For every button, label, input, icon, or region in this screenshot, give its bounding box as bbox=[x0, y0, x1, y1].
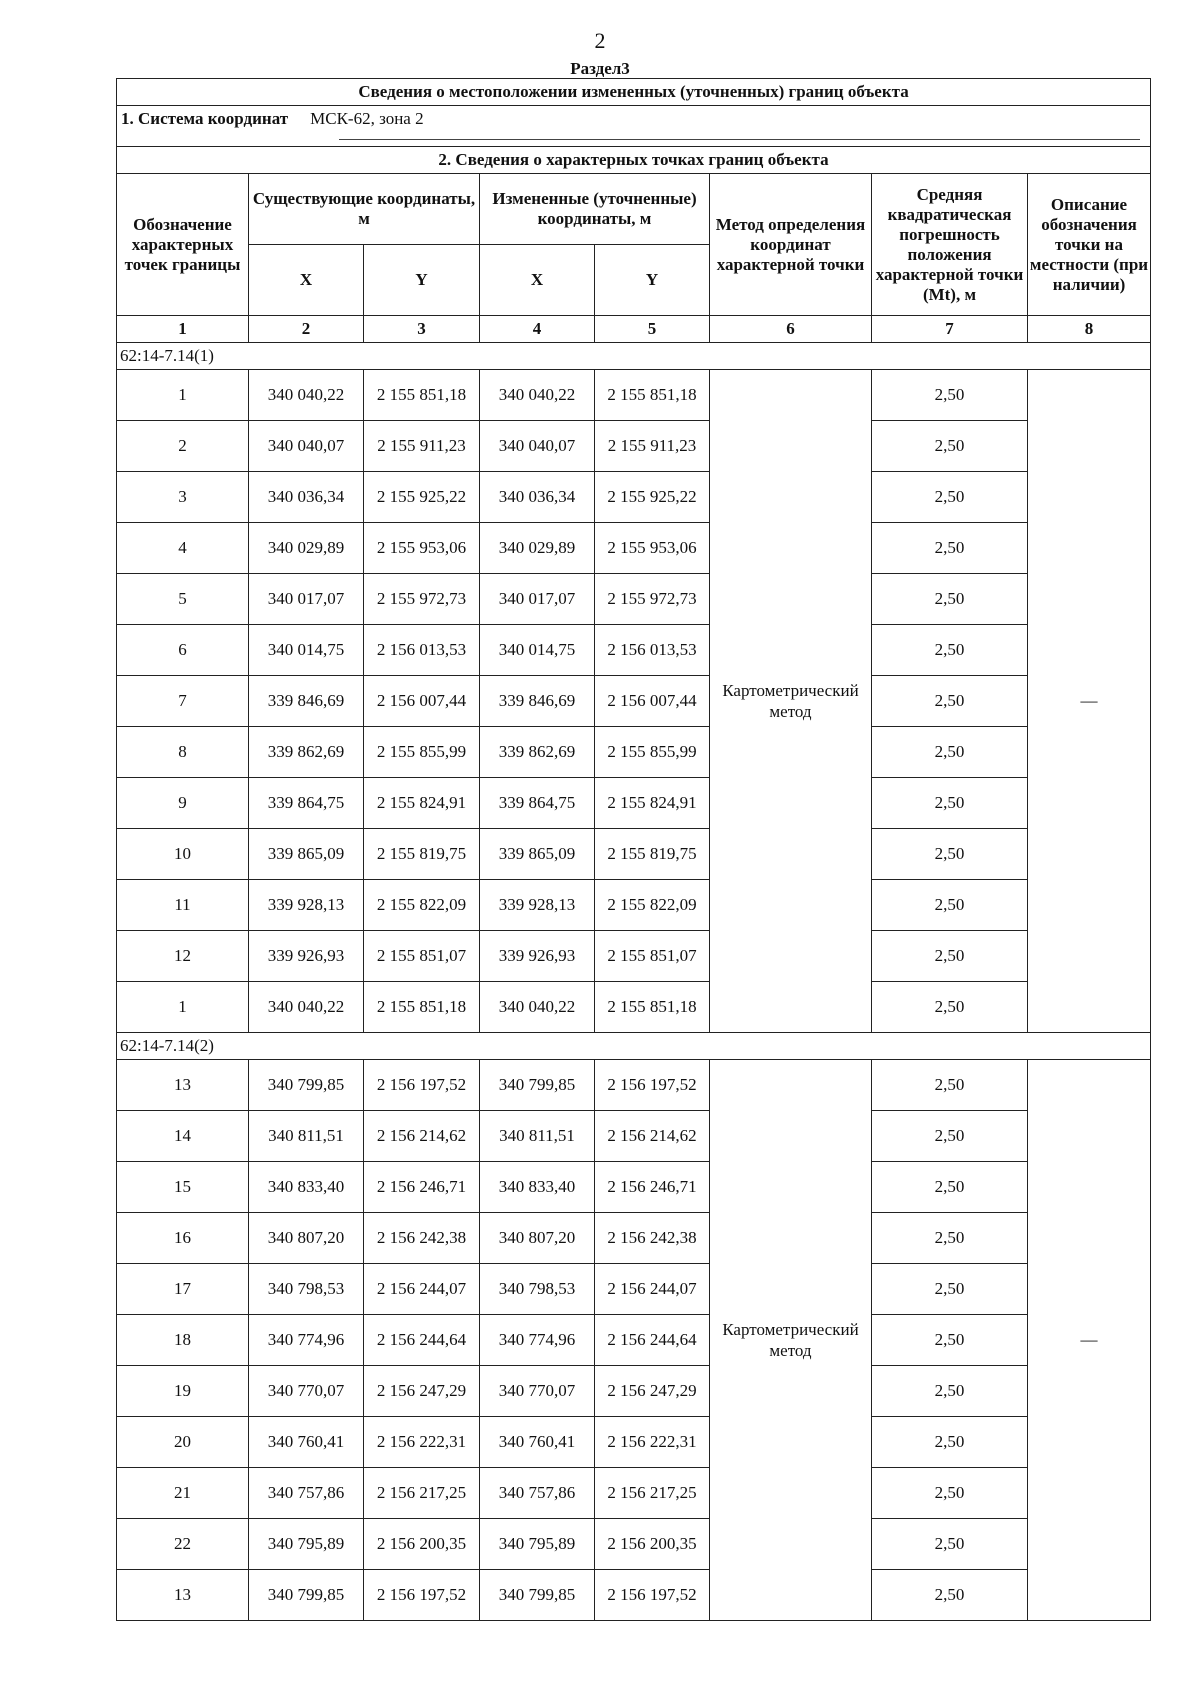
point-number-cell: 16 bbox=[117, 1213, 249, 1264]
point-number-cell: 2 bbox=[117, 421, 249, 472]
changed-x-cell: 339 926,93 bbox=[480, 931, 595, 982]
error-cell: 2,50 bbox=[872, 625, 1028, 676]
existing-y-cell: 2 156 197,52 bbox=[364, 1060, 480, 1111]
point-number-cell: 12 bbox=[117, 931, 249, 982]
point-number-cell: 14 bbox=[117, 1111, 249, 1162]
existing-y-cell: 2 156 242,38 bbox=[364, 1213, 480, 1264]
table-row bbox=[117, 727, 1151, 778]
point-number-cell: 3 bbox=[117, 472, 249, 523]
existing-y-cell: 2 155 925,22 bbox=[364, 472, 480, 523]
subsection-title: 2. Сведения о характерных точках границ объекта bbox=[117, 147, 1151, 174]
coord-system-row bbox=[117, 106, 1151, 147]
changed-x-cell: 340 833,40 bbox=[480, 1162, 595, 1213]
error-cell: 2,50 bbox=[872, 574, 1028, 625]
changed-x-cell: 340 040,22 bbox=[480, 982, 595, 1033]
existing-x-cell: 339 862,69 bbox=[249, 727, 364, 778]
column-number: 3 bbox=[364, 316, 480, 343]
table-row bbox=[117, 829, 1151, 880]
changed-x-cell: 339 928,13 bbox=[480, 880, 595, 931]
error-cell: 2,50 bbox=[872, 1213, 1028, 1264]
point-number-cell: 11 bbox=[117, 880, 249, 931]
changed-x-cell: 340 807,20 bbox=[480, 1213, 595, 1264]
existing-x-cell: 339 864,75 bbox=[249, 778, 364, 829]
changed-y-cell: 2 155 925,22 bbox=[595, 472, 710, 523]
table-row bbox=[117, 778, 1151, 829]
column-number: 8 bbox=[1028, 316, 1151, 343]
point-number-cell: 9 bbox=[117, 778, 249, 829]
changed-y-cell: 2 155 822,09 bbox=[595, 880, 710, 931]
error-cell: 2,50 bbox=[872, 1417, 1028, 1468]
error-cell: 2,50 bbox=[872, 1162, 1028, 1213]
changed-x-cell: 340 757,86 bbox=[480, 1468, 595, 1519]
changed-y-cell: 2 155 851,18 bbox=[595, 982, 710, 1033]
table-row bbox=[117, 1213, 1151, 1264]
changed-x-cell: 340 811,51 bbox=[480, 1111, 595, 1162]
description-cell: — bbox=[1028, 370, 1151, 1033]
column-number: 6 bbox=[710, 316, 872, 343]
point-number-cell: 22 bbox=[117, 1519, 249, 1570]
changed-y-cell: 2 155 855,99 bbox=[595, 727, 710, 778]
error-cell: 2,50 bbox=[872, 1315, 1028, 1366]
table-row bbox=[117, 1366, 1151, 1417]
point-number-cell: 15 bbox=[117, 1162, 249, 1213]
table-row bbox=[117, 1468, 1151, 1519]
existing-x-cell: 339 846,69 bbox=[249, 676, 364, 727]
changed-y-cell: 2 156 197,52 bbox=[595, 1570, 710, 1621]
error-cell: 2,50 bbox=[872, 1570, 1028, 1621]
existing-x-cell: 340 757,86 bbox=[249, 1468, 364, 1519]
existing-x-cell: 340 014,75 bbox=[249, 625, 364, 676]
table-title: Сведения о местоположении измененных (уточненных) границ объекта bbox=[117, 79, 1151, 106]
existing-x-cell: 340 036,34 bbox=[249, 472, 364, 523]
point-number-cell: 19 bbox=[117, 1366, 249, 1417]
header-changed: Измененные (уточненные) координаты, м bbox=[480, 174, 710, 245]
point-number-cell: 7 bbox=[117, 676, 249, 727]
existing-y-cell: 2 155 819,75 bbox=[364, 829, 480, 880]
existing-y-cell: 2 155 972,73 bbox=[364, 574, 480, 625]
changed-x-cell: 340 760,41 bbox=[480, 1417, 595, 1468]
table-row bbox=[117, 1315, 1151, 1366]
column-number: 7 bbox=[872, 316, 1028, 343]
changed-x-cell: 339 862,69 bbox=[480, 727, 595, 778]
existing-x-cell: 340 760,41 bbox=[249, 1417, 364, 1468]
table-row bbox=[117, 1519, 1151, 1570]
error-cell: 2,50 bbox=[872, 1519, 1028, 1570]
point-number-cell: 1 bbox=[117, 982, 249, 1033]
error-cell: 2,50 bbox=[872, 829, 1028, 880]
changed-y-cell: 2 156 244,07 bbox=[595, 1264, 710, 1315]
table-row bbox=[117, 1162, 1151, 1213]
changed-x-cell: 340 774,96 bbox=[480, 1315, 595, 1366]
existing-x-cell: 340 799,85 bbox=[249, 1570, 364, 1621]
changed-x-cell: 340 029,89 bbox=[480, 523, 595, 574]
table-row bbox=[117, 625, 1151, 676]
header-existing-y: Y bbox=[364, 245, 480, 316]
changed-x-cell: 340 040,22 bbox=[480, 370, 595, 421]
changed-x-cell: 340 014,75 bbox=[480, 625, 595, 676]
existing-y-cell: 2 156 214,62 bbox=[364, 1111, 480, 1162]
section-title: Раздел3 bbox=[570, 59, 630, 78]
point-number-cell: 6 bbox=[117, 625, 249, 676]
existing-x-cell: 340 795,89 bbox=[249, 1519, 364, 1570]
changed-y-cell: 2 155 953,06 bbox=[595, 523, 710, 574]
header-existing: Существующие координаты, м bbox=[249, 174, 480, 245]
existing-y-cell: 2 156 244,07 bbox=[364, 1264, 480, 1315]
changed-x-cell: 339 865,09 bbox=[480, 829, 595, 880]
existing-x-cell: 339 928,13 bbox=[249, 880, 364, 931]
header-changed-x: X bbox=[480, 245, 595, 316]
table-row bbox=[117, 931, 1151, 982]
changed-y-cell: 2 155 824,91 bbox=[595, 778, 710, 829]
existing-y-cell: 2 156 246,71 bbox=[364, 1162, 480, 1213]
changed-y-cell: 2 155 911,23 bbox=[595, 421, 710, 472]
changed-x-cell: 340 795,89 bbox=[480, 1519, 595, 1570]
error-cell: 2,50 bbox=[872, 472, 1028, 523]
error-cell: 2,50 bbox=[872, 421, 1028, 472]
changed-y-cell: 2 156 242,38 bbox=[595, 1213, 710, 1264]
error-cell: 2,50 bbox=[872, 676, 1028, 727]
header-point: Обозначение характерных точек границы bbox=[117, 174, 249, 316]
error-cell: 2,50 bbox=[872, 931, 1028, 982]
changed-y-cell: 2 156 214,62 bbox=[595, 1111, 710, 1162]
error-cell: 2,50 bbox=[872, 523, 1028, 574]
error-cell: 2,50 bbox=[872, 982, 1028, 1033]
header-changed-y: Y bbox=[595, 245, 710, 316]
existing-x-cell: 340 770,07 bbox=[249, 1366, 364, 1417]
column-number: 4 bbox=[480, 316, 595, 343]
existing-x-cell: 340 811,51 bbox=[249, 1111, 364, 1162]
error-cell: 2,50 bbox=[872, 880, 1028, 931]
group-header: 62:14-7.14(1) bbox=[117, 343, 1151, 370]
changed-x-cell: 340 770,07 bbox=[480, 1366, 595, 1417]
error-cell: 2,50 bbox=[872, 1264, 1028, 1315]
changed-y-cell: 2 155 851,18 bbox=[595, 370, 710, 421]
table-row bbox=[117, 1570, 1151, 1621]
coord-system-value: МСК-62, зона 2 bbox=[310, 109, 424, 128]
error-cell: 2,50 bbox=[872, 1060, 1028, 1111]
existing-x-cell: 340 017,07 bbox=[249, 574, 364, 625]
existing-x-cell: 340 040,07 bbox=[249, 421, 364, 472]
existing-y-cell: 2 155 953,06 bbox=[364, 523, 480, 574]
existing-y-cell: 2 155 851,18 bbox=[364, 370, 480, 421]
method-cell: Картометрический метод bbox=[710, 1060, 872, 1621]
existing-x-cell: 340 833,40 bbox=[249, 1162, 364, 1213]
existing-y-cell: 2 156 244,64 bbox=[364, 1315, 480, 1366]
existing-x-cell: 340 798,53 bbox=[249, 1264, 364, 1315]
changed-x-cell: 340 040,07 bbox=[480, 421, 595, 472]
existing-x-cell: 340 807,20 bbox=[249, 1213, 364, 1264]
header-description: Описание обозначения точки на местности (при наличии) bbox=[1028, 174, 1151, 316]
existing-y-cell: 2 156 222,31 bbox=[364, 1417, 480, 1468]
changed-y-cell: 2 156 247,29 bbox=[595, 1366, 710, 1417]
existing-x-cell: 340 799,85 bbox=[249, 1060, 364, 1111]
table-row bbox=[117, 880, 1151, 931]
changed-x-cell: 340 799,85 bbox=[480, 1060, 595, 1111]
column-number: 5 bbox=[595, 316, 710, 343]
existing-y-cell: 2 156 013,53 bbox=[364, 625, 480, 676]
changed-y-cell: 2 156 197,52 bbox=[595, 1060, 710, 1111]
error-cell: 2,50 bbox=[872, 370, 1028, 421]
changed-y-cell: 2 155 851,07 bbox=[595, 931, 710, 982]
point-number-cell: 13 bbox=[117, 1570, 249, 1621]
existing-y-cell: 2 155 851,07 bbox=[364, 931, 480, 982]
changed-x-cell: 340 017,07 bbox=[480, 574, 595, 625]
existing-x-cell: 340 029,89 bbox=[249, 523, 364, 574]
point-number-cell: 5 bbox=[117, 574, 249, 625]
existing-y-cell: 2 155 824,91 bbox=[364, 778, 480, 829]
existing-x-cell: 339 926,93 bbox=[249, 931, 364, 982]
existing-y-cell: 2 156 197,52 bbox=[364, 1570, 480, 1621]
coord-system-underline bbox=[339, 139, 1140, 140]
table-row bbox=[117, 574, 1151, 625]
table-row bbox=[117, 1264, 1151, 1315]
existing-y-cell: 2 155 851,18 bbox=[364, 982, 480, 1033]
point-number-cell: 10 bbox=[117, 829, 249, 880]
point-number-cell: 4 bbox=[117, 523, 249, 574]
existing-y-cell: 2 155 855,99 bbox=[364, 727, 480, 778]
error-cell: 2,50 bbox=[872, 1468, 1028, 1519]
coord-system-label: 1. Система координат bbox=[121, 109, 289, 128]
table-row bbox=[117, 1111, 1151, 1162]
changed-y-cell: 2 155 972,73 bbox=[595, 574, 710, 625]
column-number: 2 bbox=[249, 316, 364, 343]
changed-y-cell: 2 156 217,25 bbox=[595, 1468, 710, 1519]
header-error: Средняя квадратическая погрешность положения характерной точки (Mt), м bbox=[872, 174, 1028, 316]
group-header: 62:14-7.14(2) bbox=[117, 1033, 1151, 1060]
existing-y-cell: 2 156 217,25 bbox=[364, 1468, 480, 1519]
existing-y-cell: 2 156 247,29 bbox=[364, 1366, 480, 1417]
existing-y-cell: 2 155 822,09 bbox=[364, 880, 480, 931]
point-number-cell: 1 bbox=[117, 370, 249, 421]
error-cell: 2,50 bbox=[872, 1366, 1028, 1417]
changed-y-cell: 2 156 244,64 bbox=[595, 1315, 710, 1366]
header-existing-x: X bbox=[249, 245, 364, 316]
changed-y-cell: 2 155 819,75 bbox=[595, 829, 710, 880]
changed-x-cell: 340 799,85 bbox=[480, 1570, 595, 1621]
point-number-cell: 13 bbox=[117, 1060, 249, 1111]
table-row bbox=[117, 982, 1151, 1033]
point-number-cell: 8 bbox=[117, 727, 249, 778]
error-cell: 2,50 bbox=[872, 778, 1028, 829]
table-row bbox=[117, 370, 1151, 421]
point-number-cell: 21 bbox=[117, 1468, 249, 1519]
point-number-cell: 18 bbox=[117, 1315, 249, 1366]
table-row bbox=[117, 1060, 1151, 1111]
table-row bbox=[117, 523, 1151, 574]
table-row bbox=[117, 676, 1151, 727]
changed-x-cell: 339 864,75 bbox=[480, 778, 595, 829]
existing-x-cell: 340 774,96 bbox=[249, 1315, 364, 1366]
changed-x-cell: 340 798,53 bbox=[480, 1264, 595, 1315]
existing-x-cell: 340 040,22 bbox=[249, 982, 364, 1033]
changed-y-cell: 2 156 222,31 bbox=[595, 1417, 710, 1468]
description-cell: — bbox=[1028, 1060, 1151, 1621]
changed-x-cell: 340 036,34 bbox=[480, 472, 595, 523]
existing-x-cell: 340 040,22 bbox=[249, 370, 364, 421]
changed-y-cell: 2 156 007,44 bbox=[595, 676, 710, 727]
method-cell: Картометрический метод bbox=[710, 370, 872, 1033]
changed-y-cell: 2 156 200,35 bbox=[595, 1519, 710, 1570]
changed-y-cell: 2 156 246,71 bbox=[595, 1162, 710, 1213]
table-row bbox=[117, 1417, 1151, 1468]
boundary-points-table bbox=[116, 78, 1151, 1621]
error-cell: 2,50 bbox=[872, 1111, 1028, 1162]
existing-y-cell: 2 156 007,44 bbox=[364, 676, 480, 727]
point-number-cell: 20 bbox=[117, 1417, 249, 1468]
point-number-cell: 17 bbox=[117, 1264, 249, 1315]
table-row bbox=[117, 421, 1151, 472]
changed-y-cell: 2 156 013,53 bbox=[595, 625, 710, 676]
existing-y-cell: 2 155 911,23 bbox=[364, 421, 480, 472]
error-cell: 2,50 bbox=[872, 727, 1028, 778]
changed-x-cell: 339 846,69 bbox=[480, 676, 595, 727]
column-number: 1 bbox=[117, 316, 249, 343]
page-number: 2 bbox=[594, 28, 606, 53]
table-row bbox=[117, 472, 1151, 523]
header-method: Метод определения координат характерной точки bbox=[710, 174, 872, 316]
existing-y-cell: 2 156 200,35 bbox=[364, 1519, 480, 1570]
existing-x-cell: 339 865,09 bbox=[249, 829, 364, 880]
